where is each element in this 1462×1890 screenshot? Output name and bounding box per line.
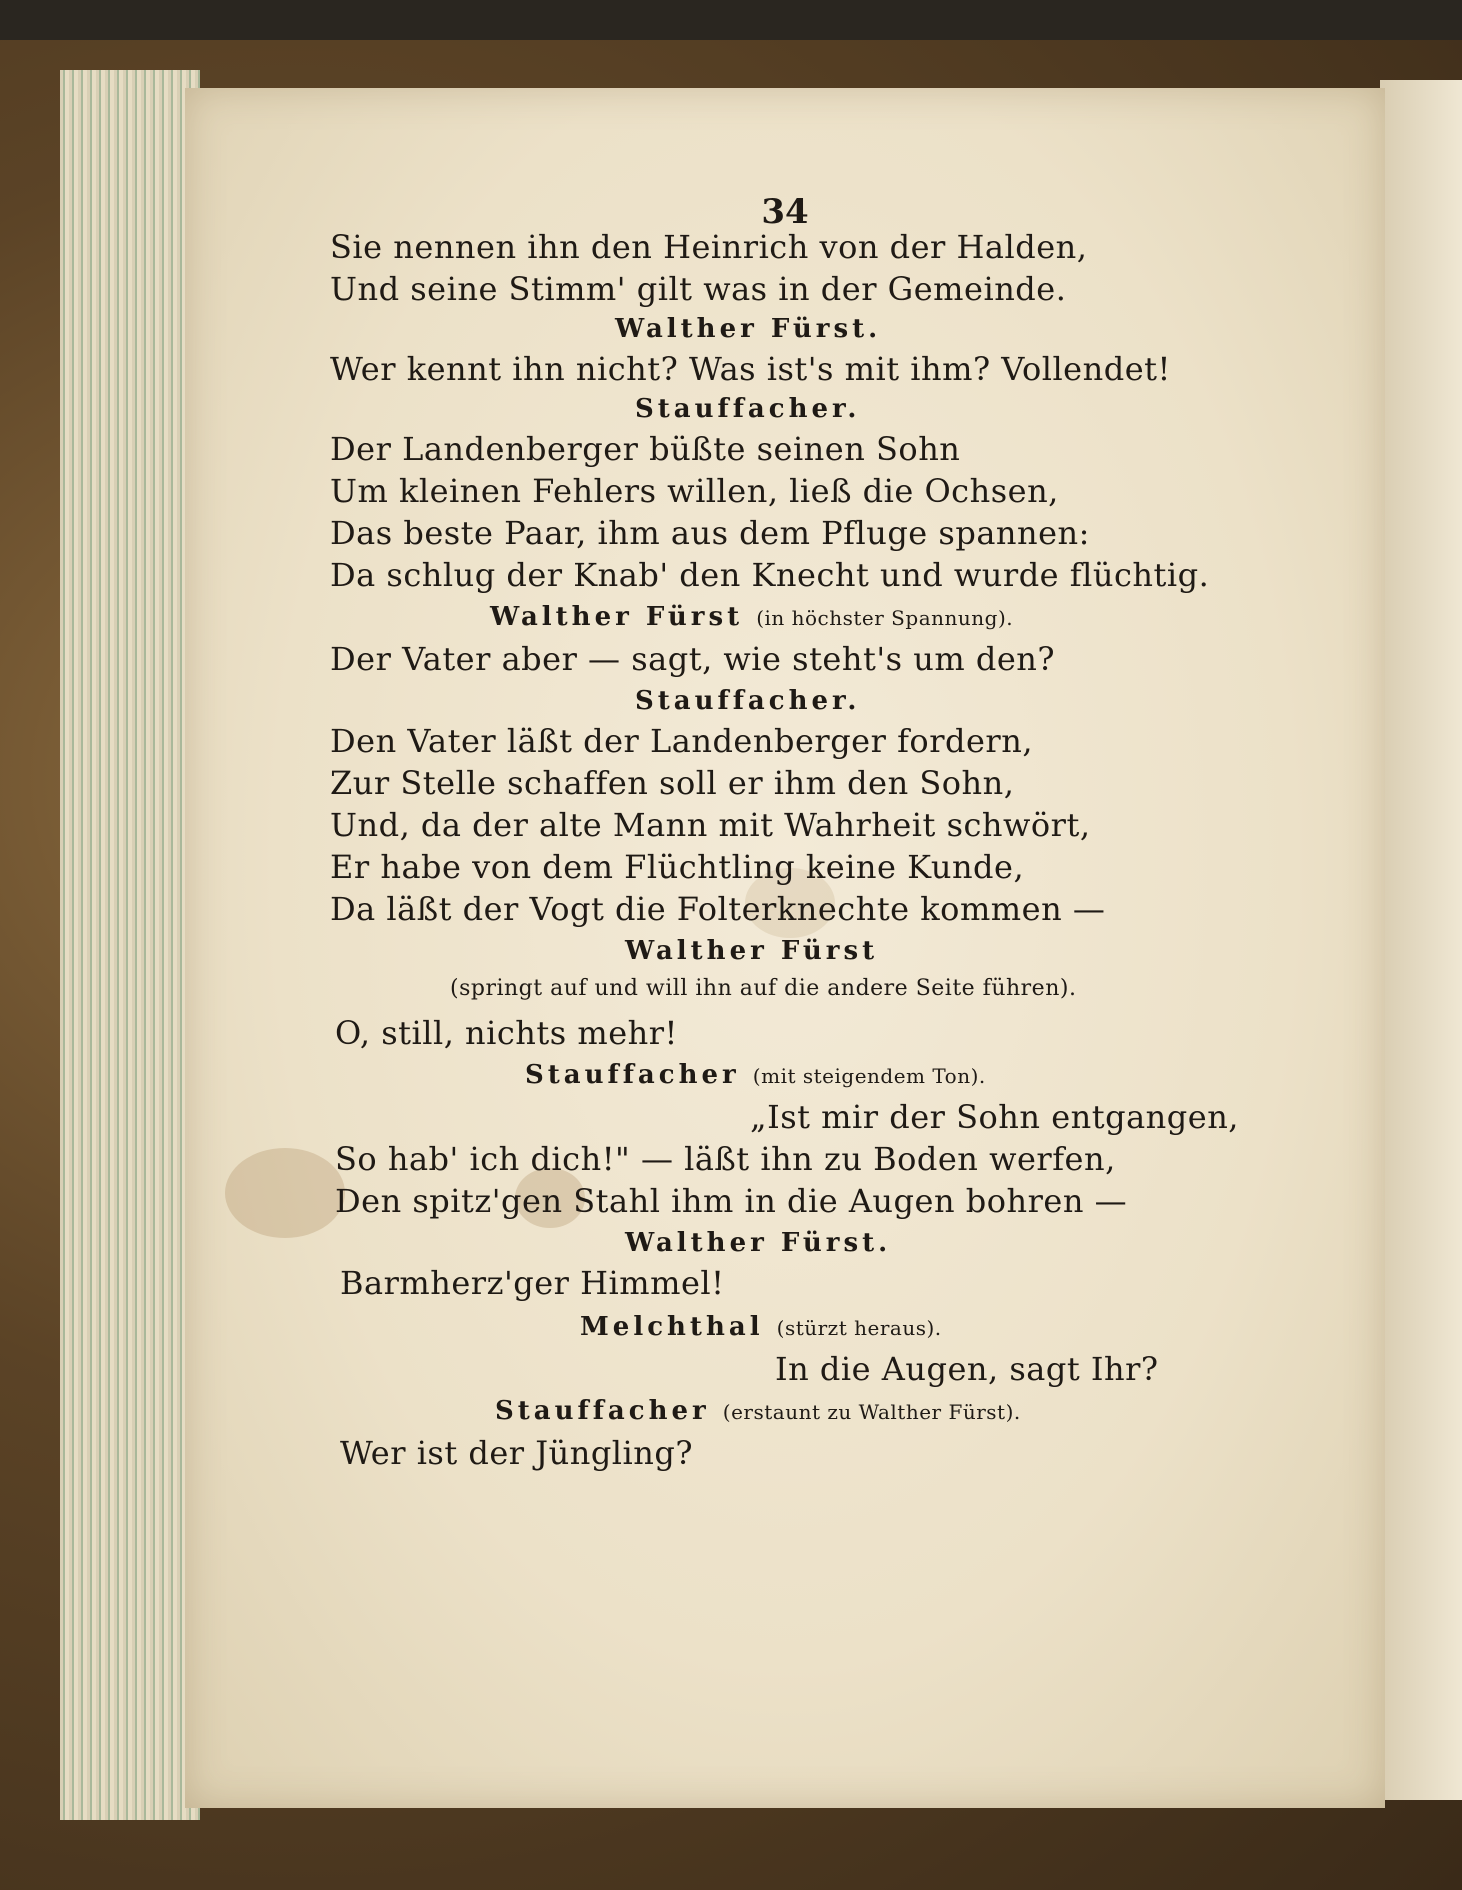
speaker-heading [490, 602, 1013, 632]
verse-line: Sie nennen ihn den Heinrich von der Halden, [330, 228, 1088, 266]
verse-line: Der Landenberger büßte seinen Sohn [330, 430, 961, 468]
verse-line: Da schlug der Knab' den Knecht und wurde flüchtig. [330, 556, 1210, 594]
speaker-name: Walther Fürst [490, 602, 744, 632]
speaker-name: Walther Fürst. [615, 314, 882, 344]
speaker-name: Stauffacher. [635, 394, 861, 424]
speaker-name: Walther Fürst. [625, 1228, 892, 1258]
verse-line: Und seine Stimm' gilt was in der Gemeinde. [330, 270, 1067, 308]
verse-line: Den Vater läßt der Landenberger fordern, [330, 722, 1033, 760]
verse-line: So hab' ich dich!" — läßt ihn zu Boden werfen, [335, 1140, 1116, 1178]
verse-line: „Ist mir der Sohn entgangen, [750, 1098, 1239, 1136]
verse-line: In die Augen, sagt Ihr? [775, 1350, 1159, 1388]
stage-direction: (mit steigendem Ton). [752, 1064, 986, 1088]
speaker-name: Melchthal [580, 1312, 764, 1342]
speaker-name: Stauffacher [495, 1396, 710, 1426]
verse-line: Den spitz'gen Stahl ihm in die Augen bohren — [335, 1182, 1128, 1220]
verse-line: Er habe von dem Flüchtling keine Kunde, [330, 848, 1025, 886]
page-number: 34 [761, 192, 809, 232]
stage-direction: (erstaunt zu Walther Fürst). [722, 1400, 1021, 1424]
speaker-name: Walther Fürst [625, 936, 879, 966]
speaker-heading [495, 1396, 1021, 1426]
verse-line: O, still, nichts mehr! [335, 1014, 678, 1052]
verse-line: Und, da der alte Mann mit Wahrheit schwört, [330, 806, 1091, 844]
book-page [185, 88, 1385, 1808]
verse-line: Um kleinen Fehlers willen, ließ die Ochsen, [330, 472, 1059, 510]
verse-line: Zur Stelle schaffen soll er ihm den Sohn, [330, 764, 1015, 802]
stage-direction: (stürzt heraus). [776, 1316, 942, 1340]
verse-line: Barmherz'ger Himmel! [340, 1264, 725, 1302]
verse-line: Wer kennt ihn nicht? Was ist's mit ihm? Vollendet! [330, 350, 1171, 388]
verse-line: Das beste Paar, ihm aus dem Pfluge spannen: [330, 514, 1090, 552]
speaker-heading [525, 1060, 986, 1090]
speaker-name: Stauffacher. [635, 686, 861, 716]
stage-direction: (in höchster Spannung). [756, 606, 1014, 630]
verse-line: Da läßt der Vogt die Folterknechte kommen — [330, 890, 1106, 928]
page-text [185, 88, 1385, 1808]
verse-line: Wer ist der Jüngling? [340, 1434, 694, 1472]
facing-page-edge [1380, 80, 1462, 1800]
speaker-name: Stauffacher [525, 1060, 740, 1090]
speaker-heading [580, 1312, 942, 1342]
stage-direction: (springt auf und will ihn auf die andere Seite führen). [450, 976, 1077, 1001]
page-stack-edge [60, 70, 200, 1820]
verse-line: Der Vater aber — sagt, wie steht's um den? [330, 640, 1056, 678]
